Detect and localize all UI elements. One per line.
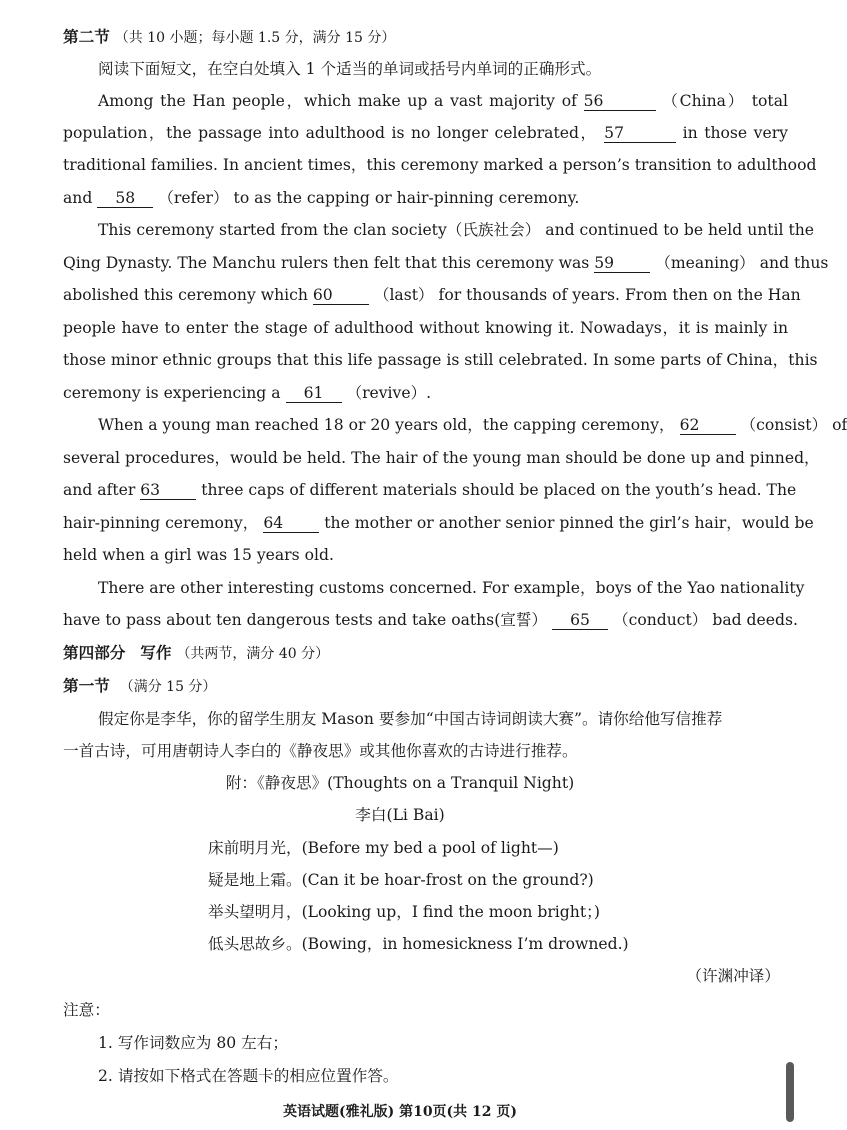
poem-author: 李白(Li Bai): [355, 806, 445, 824]
blank-56: 56: [584, 93, 656, 111]
blank-60: 60: [313, 287, 369, 305]
part-4-heading-line: [63, 643, 788, 664]
p3-line-1-text-a: When a young man reached 18 or 20 years old，the capping ceremony，: [98, 416, 675, 434]
poem-translator: （许渊冲译）: [686, 967, 780, 985]
p1-line-1-text-a: Among the Han people，which make up a vast majority of: [98, 92, 577, 110]
p4-line-1: There are other interesting customs concerned. For example，boys of the Yao nationality: [98, 579, 805, 597]
p3-line-3-text-a: and after: [63, 481, 136, 499]
p1-line-4-text-b: （refer） to as the capping or hair-pinning ceremony.: [158, 189, 580, 207]
prompt-line-2: 一首古诗，可用唐朝诗人李白的《静夜思》或其他你喜欢的古诗进行推荐。: [63, 742, 578, 760]
p3-line-4-text-a: hair-pinning ceremony，: [63, 514, 259, 532]
p2-line-1: This ceremony started from the clan society（氏族社会） and continued to be held until the: [98, 221, 815, 239]
p1-line-2-text-a: population，the passage into adulthood is no longer celebrated，: [63, 124, 598, 142]
blank-58: 58: [97, 190, 153, 208]
p1-line-4: [63, 188, 788, 208]
section-2-instruction: 阅读下面短文，在空白处填入 1 个适当的单词或括号内单词的正确形式。: [98, 60, 602, 78]
p1-line-1: [98, 91, 788, 111]
section-1-heading-line: [63, 676, 788, 697]
section-2-heading-line: [63, 27, 788, 48]
p2-line-6: [63, 383, 788, 403]
blank-57: 57: [604, 125, 676, 143]
section-1-heading: 第一节: [63, 676, 110, 695]
p1-line-2: [63, 123, 788, 143]
section-1-note: （满分 15 分）: [119, 679, 217, 695]
p2-line-3-text-a: abolished this ceremony which: [63, 286, 308, 304]
p2-line-2-text-a: Qing Dynasty. The Manchu rulers then felt that this ceremony was: [63, 254, 590, 272]
blank-59: 59: [594, 255, 650, 273]
p2-line-4: people have to enter the stage of adulthood without knowing it. Nowadays，it is mainly in: [63, 319, 788, 337]
p2-line-3-text-b: （last） for thousands of years. From then on the Han: [373, 286, 801, 304]
p3-line-3: [63, 480, 797, 500]
section-2-heading-note: （共 10 小题；每小题 1.5 分，满分 15 分）: [114, 30, 396, 46]
blank-63: 63: [140, 482, 196, 500]
p3-line-3-text-b: three caps of different materials should be placed on the youth’s head. The: [201, 481, 797, 499]
note-item-2: 2. 请按如下格式在答题卡的相应位置作答。: [98, 1067, 399, 1085]
part-4-heading: 第四部分: [63, 643, 126, 662]
part-4-title: 写作: [140, 643, 172, 662]
p3-line-4-text-b: the mother or another senior pinned the girl’s hair，would be: [324, 514, 814, 532]
poem-line-2: 疑是地上霜。(Can it be hoar-frost on the ground?): [208, 871, 594, 889]
blank-64: 64: [263, 515, 319, 533]
p2-line-5: those minor ethnic groups that this life passage is still celebrated. In some parts of China，this: [63, 351, 818, 369]
blank-61: 61: [286, 385, 342, 403]
section-2-heading: 第二节: [63, 27, 110, 46]
p2-line-6-text-a: ceremony is experiencing a: [63, 384, 281, 402]
p1-line-4-text-a: and: [63, 189, 93, 207]
poem-line-4: 低头思故乡。(Bowing，in homesickness I’m drowned.): [208, 935, 629, 953]
p3-line-5: held when a girl was 15 years old.: [63, 546, 334, 564]
p1-line-1-text-b: （China） total: [662, 92, 788, 110]
p2-line-3: [63, 285, 801, 305]
p1-line-3: traditional families. In ancient times，this ceremony marked a person’s transition to adulthood: [63, 156, 817, 174]
notes-heading: 注意：: [63, 1001, 110, 1019]
p4-line-2: [63, 610, 798, 630]
blank-62: 62: [680, 417, 736, 435]
p3-line-1-text-b: （consist） of: [740, 416, 847, 434]
note-item-1: 1. 写作词数应为 80 左右；: [98, 1034, 288, 1052]
p4-line-2-text-a: have to pass about ten dangerous tests and take oaths(宣誓）: [63, 611, 548, 629]
poem-title: 附：《静夜思》(Thoughts on a Tranquil Night): [225, 774, 575, 792]
prompt-line-1: 假定你是李华，你的留学生朋友 Mason 要参加“中国古诗词朗读大赛”。请你给他写信推荐: [98, 710, 723, 728]
p2-line-2: [63, 253, 829, 273]
p2-line-2-text-b: （meaning） and thus: [655, 254, 829, 272]
part-4-note: （共两节，满分 40 分）: [176, 646, 330, 662]
poem-line-1: 床前明月光，(Before my bed a pool of light—): [208, 839, 559, 857]
page-footer: 英语试题(雅礼版) 第10页(共 12 页): [282, 1104, 518, 1120]
p3-line-1: [98, 415, 847, 435]
blank-65: 65: [552, 612, 608, 630]
poem-line-3: 举头望明月，(Looking up，I find the moon bright；): [208, 903, 600, 921]
scrollbar-thumb[interactable]: [786, 1062, 794, 1122]
p3-line-4: [63, 513, 814, 533]
p2-line-6-text-b: （revive）.: [346, 384, 432, 402]
p4-line-2-text-b: （conduct） bad deeds.: [613, 611, 798, 629]
p1-line-2-text-b: in those very: [682, 124, 788, 142]
p3-line-2: several procedures，would be held. The hair of the young man should be done up and pinned，: [63, 449, 820, 467]
